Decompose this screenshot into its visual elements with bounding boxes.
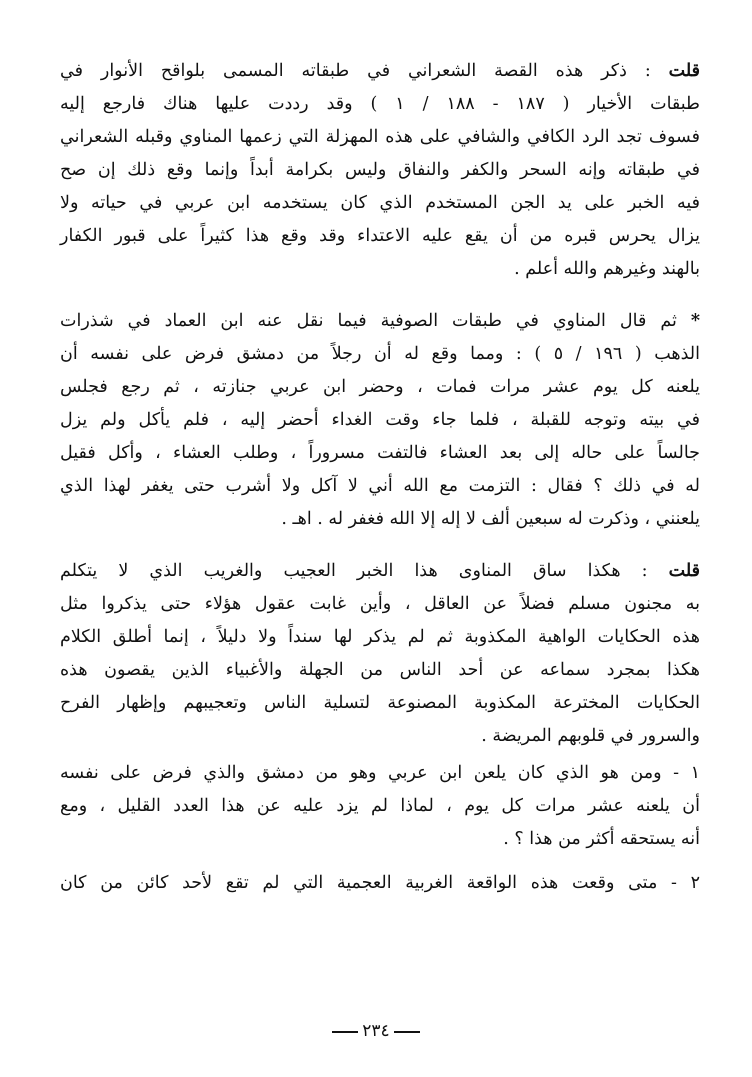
dash-left [394,1031,420,1033]
text-line: الذهب ( ١٩٦ / ٥ ) : ومما وقع له أن رجلاً من دمشق فرض على نفسه أن [60,344,700,364]
text-line: يلعنه كل يوم عشر مرات فمات ، وحضر ابن عربي جنازته ، ثم رجع فجلس [60,377,700,397]
text-line: ٢ - متى وقعت هذه الواقعة الغربية العجمية التي لم تقع لأحد كائن من كان [60,873,700,893]
text-line: فسوف تجد الرد الكافي والشافي على هذه المهزلة التي زعمها المناوي وقبله الشعراني [60,127,700,147]
asterisk-marker: * [690,311,700,331]
text-line: يزال يحرس قبره من أن يقع عليه الاعتداء وقد وقع هذا كثيراً على قبور الكفار [60,226,700,246]
dash-right [332,1031,358,1033]
text-line: هكذا بمجرد سماعه عن أحد الناس من الجهلة والأغبياء الذين يقصون هذه [60,660,700,680]
text-line: له في ذلك ؟ فقال : التزمت مع الله أني لا آكل ولا أشرب حتى يغفر لهذا الذي [60,476,700,496]
text-line: يلعنني ، وذكرت له سبعين ألف لا إله إلا الله فغفر له . اهـ . [281,509,700,529]
text-line: طبقات الأخيار ( ١٨٧ - ١٨٨ / ١ ) وقد رددت عليها هناك فارجع إليه [60,94,700,114]
page-number [0,1021,752,1041]
text-line [60,555,700,588]
text-line: ١ - ومن هو الذي كان يلعن ابن عربي وهو من دمشق والذي فرض على نفسه [60,763,700,783]
text-line: به مجنون مسلم فضلاً عن العاقل ، وأين غابت عقول هؤلاء حتى يذكروا مثل [60,594,700,614]
numbered-point-1 [60,757,700,856]
text-line: فيه الخبر على يد الجن المستخدم الذي كان يستخدمه ابن عربي في حياته ولا [60,193,700,213]
text-line: بالهند وغيرهم والله أعلم . [514,259,700,279]
text-line: الحكايات المخترعة المكذوبة المصنوعة لتسلية الناس وتعجيبهم وإظهار الفرح [60,693,700,713]
text-line: والسرور في قلوبهم المريضة . [481,726,700,746]
text-line: في بيته وتوجه للقبلة ، فلما جاء وقت الغداء أحضر إليه ، فلم يأكل ولم يزل [60,410,700,430]
text-line: أنه يستحقه أكثر من هذا ؟ . [503,829,700,849]
numbered-point-2 [60,867,700,900]
page-number-text: ٢٣٤ [362,1021,390,1041]
line-text: : ذكر هذه القصة الشعراني في طبقاته المسمى بلواقح الأنوار في [60,61,651,81]
text-line: أن يلعنه عشر مرات كل يوم ، لماذا لم يزد عليه عن هذا العدد القليل ، ومع [60,796,700,816]
text-line: هذه الحكايات الواهية المكذوبة ثم لم يذكر لها سنداً ولا دليلاً ، إنما أطلق الكلام [60,627,700,647]
lead-word: قلت [668,61,700,81]
text-line [60,305,700,338]
text-line: جالساً على حاله إلى بعد العشاء فالتفت مسروراً ، وطلب العشاء ، وأكل فقيل [60,443,700,463]
line-text: ثم قال المناوي في طبقات الصوفية فيما نقل عنه ابن العماد في شذرات [60,311,677,331]
paragraph-1 [60,55,700,286]
text-line: في طبقاته وإنه السحر والكفر والنفاق وليس بكرامة أبداً وإنما وقع ذلك إن صح [60,160,700,180]
lead-word: قلت [668,561,700,581]
paragraph-3 [60,555,700,753]
text-line [60,55,700,88]
line-text: : هكذا ساق المناوى هذا الخبر العجيب والغريب الذي لا يتكلم [60,561,648,581]
paragraph-2 [60,305,700,536]
page-body [60,55,700,900]
